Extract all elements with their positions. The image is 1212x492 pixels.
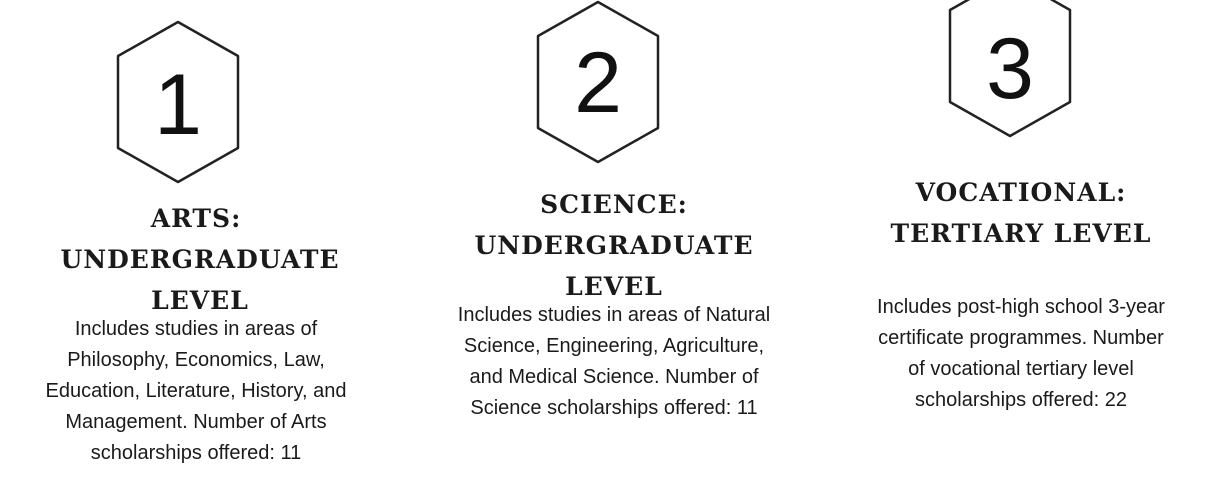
category-number: 1 [154,57,202,153]
description-line: scholarships offered: 11 [90,442,302,464]
category-heading-level: TERTIARY LEVEL [890,219,1152,248]
category-heading-title: SCIENCE: [540,190,688,219]
description-line: and Medical Science. Number of [469,366,759,388]
category-vocational [830,0,1212,492]
hexagon-icon [534,0,662,168]
description-line: of vocational tertiary level [908,358,1134,380]
category-heading [830,172,1212,254]
hexagon-icon [946,0,1074,142]
description-line: Includes post-high school 3-year [877,296,1165,318]
description-line: Science, Engineering, Agriculture, [463,335,765,357]
description-line: scholarships offered: 22 [915,389,1127,411]
category-heading [418,184,810,307]
category-description [0,314,392,469]
description-line: certificate programmes. Number [878,327,1164,349]
category-heading-level: UNDERGRADUATE LEVEL [60,245,340,315]
description-line: Includes studies in areas of Natural [457,304,771,326]
description-line: Science scholarships offered: 11 [470,397,758,419]
description-line: Management. Number of Arts [65,411,327,433]
category-heading-level: UNDERGRADUATE LEVEL [474,231,754,301]
category-arts [0,0,392,492]
category-description [418,300,810,424]
description-line: Includes studies in areas of [74,318,318,340]
category-heading [0,198,392,321]
category-science [418,0,810,492]
category-number: 2 [574,35,622,131]
hexagon-icon [114,20,242,188]
category-number: 3 [986,21,1034,117]
category-heading-title: ARTS: [150,204,242,233]
description-line: Philosophy, Economics, Law, [67,349,325,371]
description-line: Education, Literature, History, and [45,380,347,402]
category-heading-title: VOCATIONAL: [915,178,1127,207]
category-description [830,292,1212,416]
